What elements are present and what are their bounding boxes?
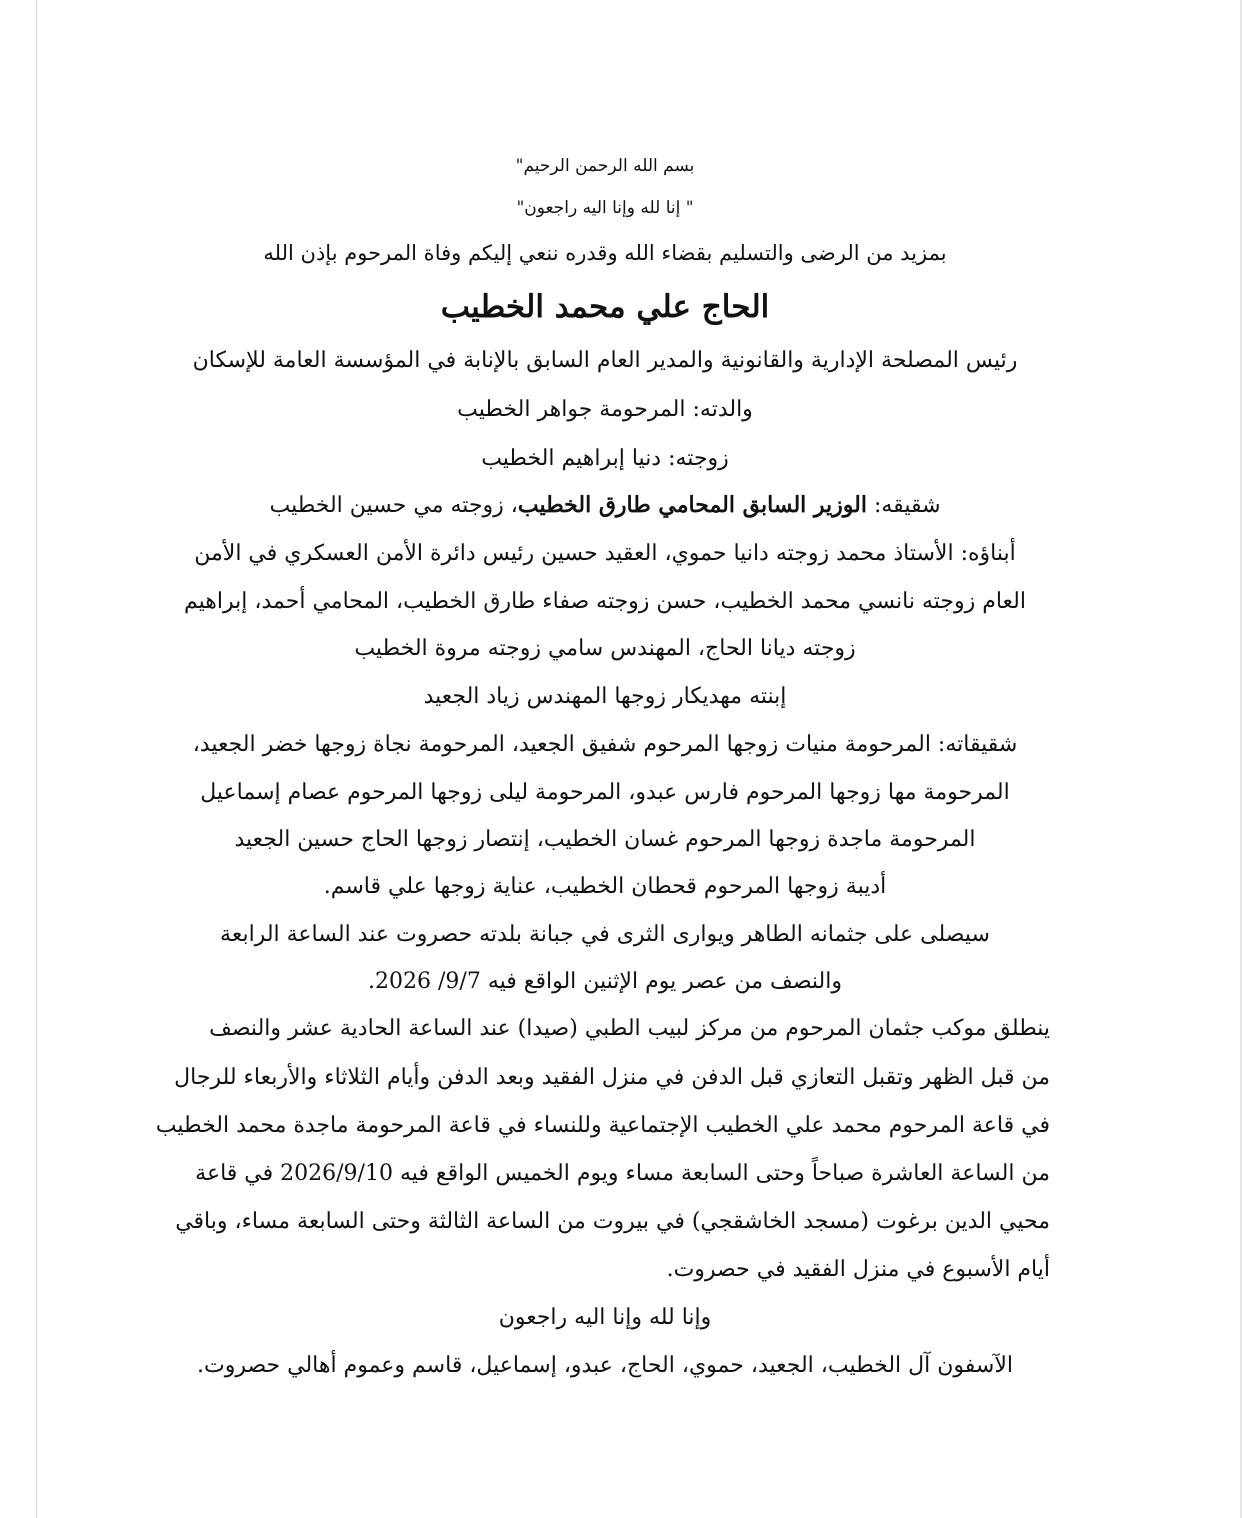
sisters-line-2: المرحومة مها زوجها المرحوم فارس عبدو، المرحومة ليلى زوجها المرحوم عصام إسماعيل [200,780,1010,805]
intro-line: بمزيد من الرضى والتسليم بقضاء الله وقدره ننعي إليكم وفاة المرحوم بإذن الله [263,241,947,265]
sisters-line-3: المرحومة ماجدة زوجها المرحوم غسان الخطيب، إنتصار زوجها الحاج حسين الجعيد [234,827,976,852]
deceased-name: الحاج علي محمد الخطيب [440,289,770,325]
sisters-line-4: أديبة زوجها المرحوم قحطان الخطيب، عناية زوجها علي قاسم. [323,874,887,899]
sisters-line-1: شقيقاته: المرحومة منيات زوجها المرحوم شفيق الجعيد، المرحومة نجاة زوجها خضر الجعيد، [192,732,1018,757]
condolences-line-1: ينطلق موكب جثمان المرحوم من مركز لبيب الطبي (صيدا) عند الساعة الحادية عشر والنصف [209,1016,1050,1041]
sons-line-3: زوجته ديانا الحاج، المهندس سامي زوجته مروة الخطيب [354,636,856,661]
brother-line [150,494,1060,517]
daughter-line: إبنته مهديكار زوجها المهندس زياد الجعيد [423,684,787,709]
funeral-line-2: والنصف من عصر يوم الإثنين الواقع فيه 9/7/ 2026. [368,969,842,994]
wife-line: زوجته: دنيا إبراهيم الخطيب [481,446,729,471]
verse-line: " إنا لله وإنا اليه راجعون" [516,198,694,218]
condolences-line-3: في قاعة المرحوم محمد علي الخطيب الإجتماعية وللنساء في قاعة المرحومة ماجدة محمد الخطيب [155,1113,1050,1138]
basmala-line: بسم الله الرحمن الرحيم" [515,156,695,176]
condolences-line-5: محيي الدين برغوت (مسجد الخاشقجي) في بيروت من الساعة الثالثة وحتى السابعة مساء، وباقي [175,1209,1050,1234]
brother-prefix: شقيقه: [866,493,941,518]
funeral-line-1: سيصلى على جثمانه الطاهر ويوارى الثرى في جبانة بلدته حصروت عند الساعة الرابعة [220,922,990,947]
deceased-position: رئيس المصلحة الإدارية والقانونية والمدير العام السابق بالإنابة في المؤسسة العامة للإسكان [192,348,1018,373]
brother-suffix: ، زوجته مي حسين الخطيب [269,493,518,518]
closing-verse: وإنا لله وإنا اليه راجعون [498,1305,712,1330]
brother-name: الوزير السابق المحامي طارق الخطيب [517,492,867,518]
condolences-line-2: من قبل الظهر وتقبل التعازي قبل الدفن في منزل الفقيد وبعد الدفن وأيام الثلاثاء والأربعاء للرجال [174,1065,1050,1090]
mother-line: والدته: المرحومة جواهر الخطيب [457,397,753,422]
condolences-line-6: أيام الأسبوع في منزل الفقيد في حصروت. [666,1257,1050,1282]
sons-line-1: أبناؤه: الأستاذ محمد زوجته دانيا حموي، العقيد حسين رئيس دائرة الأمن العسكري في الأمن [194,541,1016,566]
condolences-line-4: من الساعة العاشرة صباحاً وحتى السابعة مساء ويوم الخميس الواقع فيه 2026/9/10 في قاعة [195,1161,1050,1186]
sons-line-2: العام زوجته نانسي محمد الخطيب، حسن زوجته صفاء طارق الخطيب، المحامي أحمد، إبراهيم [184,589,1026,614]
mourners-line: الآسفون آل الخطيب، الجعيد، حموي، الحاج، عبدو، إسماعيل، قاسم وعموم أهالي حصروت. [197,1353,1013,1378]
